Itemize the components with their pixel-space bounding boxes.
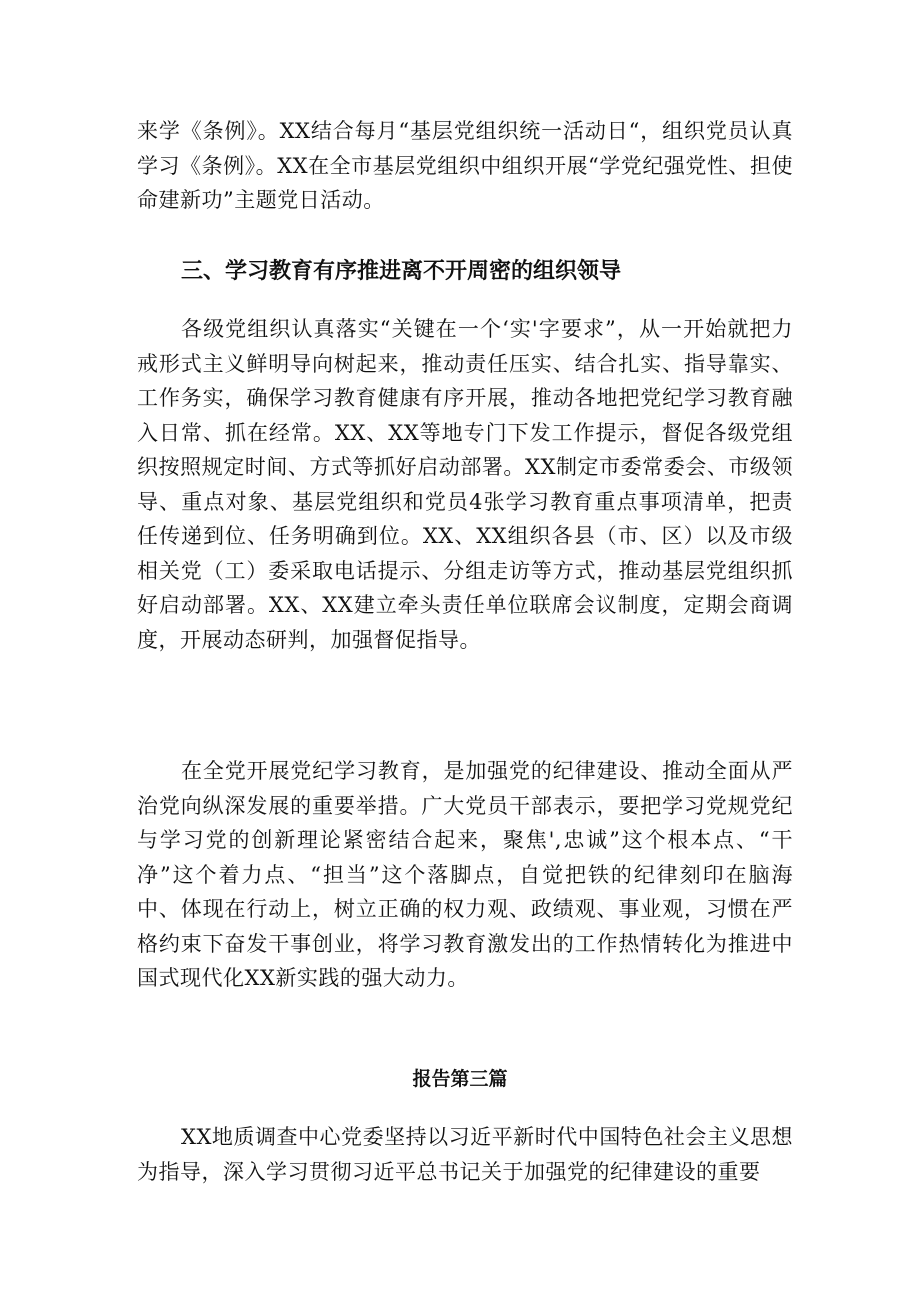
report-title: 报告第三篇 [412, 1068, 508, 1090]
paragraph-report-3-intro: XX地质调查中心党委坚持以习近平新时代中国特色社会主义思想为指导，深入学习贯彻习近平总书记关于加强党的纪律建设的重要 [137, 1125, 793, 1184]
section-heading-3: 三、学习教育有序推进离不开周密的组织领导 [181, 259, 622, 284]
paragraph-continued: 来学《条例》。XX结合每月“基层党组织统一活动日“，组织党员认真学习《条例》。XX在全市基层党组织中组织开展“学党纪强党性、担使命建新功”主题党日活动。 [137, 119, 793, 212]
paragraph-significance: 在全党开展党纪学习教育，是加强党的纪律建设、推动全面从严治党向纵深发展的重要举措。广大党员干部表示，要把学习党规党纪与学习党的创新理论紧密结合起来，聚焦',忠诚”这个根本点、“干净”这个着力点、“担当”这个落脚点，自觉把铁的纪律刻印在脑海中、体现在行动上，树立正确的权力观、政绩观、事业观，习惯在严格约束下奋发干事创业，将学习教育激发出的工作热情转化为推进中国式现代化XX新实践的强大动力。 [137, 759, 793, 990]
paragraph-organization-leadership: 各级党组织认真落实“关键在一个‘实'字要求”，从一开始就把力戒形式主义鲜明导向树起来，推动责任压实、结合扎实、指导靠实、工作务实，确保学习教育健康有序开展，推动各地把党纪学习教育融入日常、抓在经常。XX、XX等地专门下发工作提示，督促各级党组织按照规定时间、方式等抓好启动部署。XX制定市委常委会、市级领导、重点对象、基层党组织和党员4张学习教育重点事项清单，把责任传递到位、任务明确到位。XX、XX组织各县（市、区）以及市级相关党（工）委采取电话提示、分组走访等方式，推动基层党组织抓好启动部署。XX、XX建立牵头责任单位联席会议制度，定期会商调度，开展动态研判，加强督促指导。 [137, 317, 793, 652]
